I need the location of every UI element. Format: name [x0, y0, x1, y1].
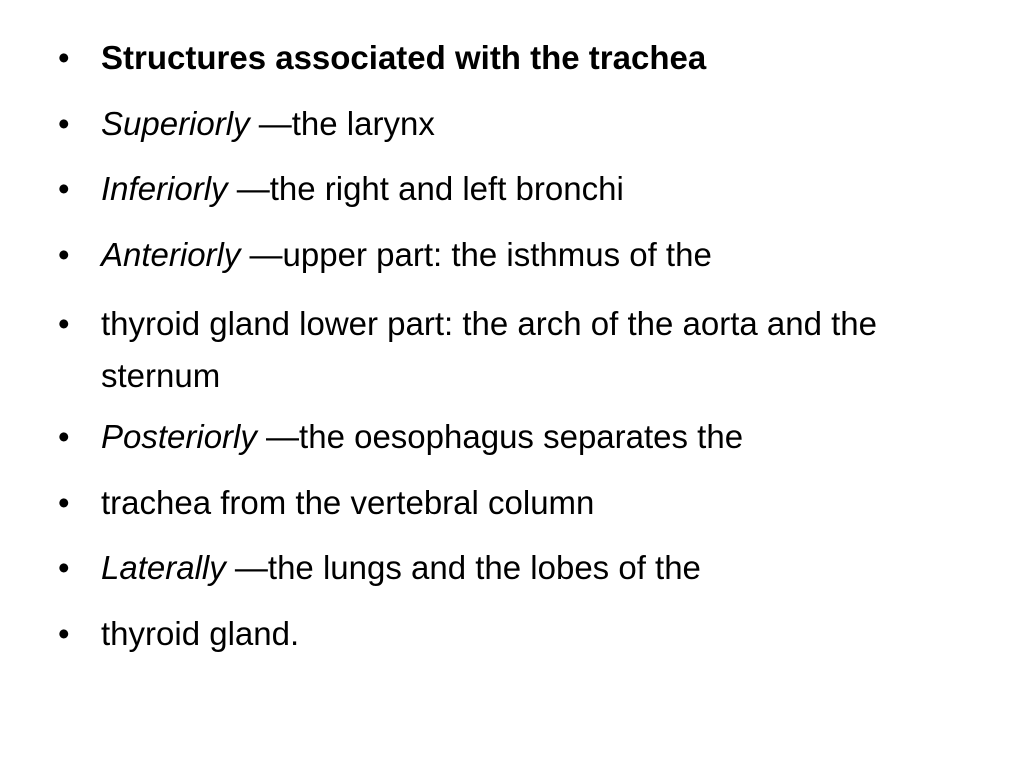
bullet-text: —the lungs and the lobes of the [225, 549, 701, 586]
bullet-lead: Anteriorly [101, 235, 241, 273]
bullet-lead: Laterally [101, 549, 226, 586]
bullet-item-inferiorly [0, 167, 1024, 211]
bullet-item-thyroid-lower [0, 298, 1024, 402]
bullet-lead: Inferiorly [101, 170, 228, 207]
bullet-icon: • [58, 170, 70, 207]
bullet-text: —upper part: the isthmus of the [240, 235, 712, 273]
bullet-item-trachea-column [0, 481, 1024, 525]
bullet-icon: • [58, 483, 70, 521]
bullet-item-superiorly [0, 102, 1024, 146]
bullet-icon: • [58, 418, 70, 455]
bullet-item-thyroid-gland [0, 612, 1024, 656]
bullet-icon: • [58, 305, 70, 342]
bullet-icon: • [58, 614, 70, 652]
bullet-icon: • [58, 235, 70, 273]
bullet-text: —the oesophagus separates the [256, 418, 744, 455]
bullet-text: trachea from the vertebral column [101, 483, 595, 521]
bullet-lead: Superiorly [101, 104, 250, 142]
bullet-text: —the right and left bronchi [227, 170, 624, 207]
bullet-text: —the larynx [249, 104, 435, 142]
bullet-lead: Posteriorly [101, 418, 257, 455]
bullet-icon: • [58, 549, 70, 586]
bullet-text: thyroid gland lower part: the arch of the aorta and the sternum [101, 305, 877, 394]
bullet-item-posteriorly [0, 415, 1024, 459]
bullet-item-structures [0, 36, 1024, 80]
bullet-text: thyroid gland. [101, 614, 300, 652]
bullet-icon: • [58, 39, 70, 76]
bullet-item-laterally [0, 546, 1024, 590]
heading-text: Structures associated with the trachea [101, 39, 707, 76]
bullet-item-anteriorly [0, 233, 1024, 277]
bullet-icon: • [58, 104, 70, 142]
bullet-list [0, 36, 1024, 677]
